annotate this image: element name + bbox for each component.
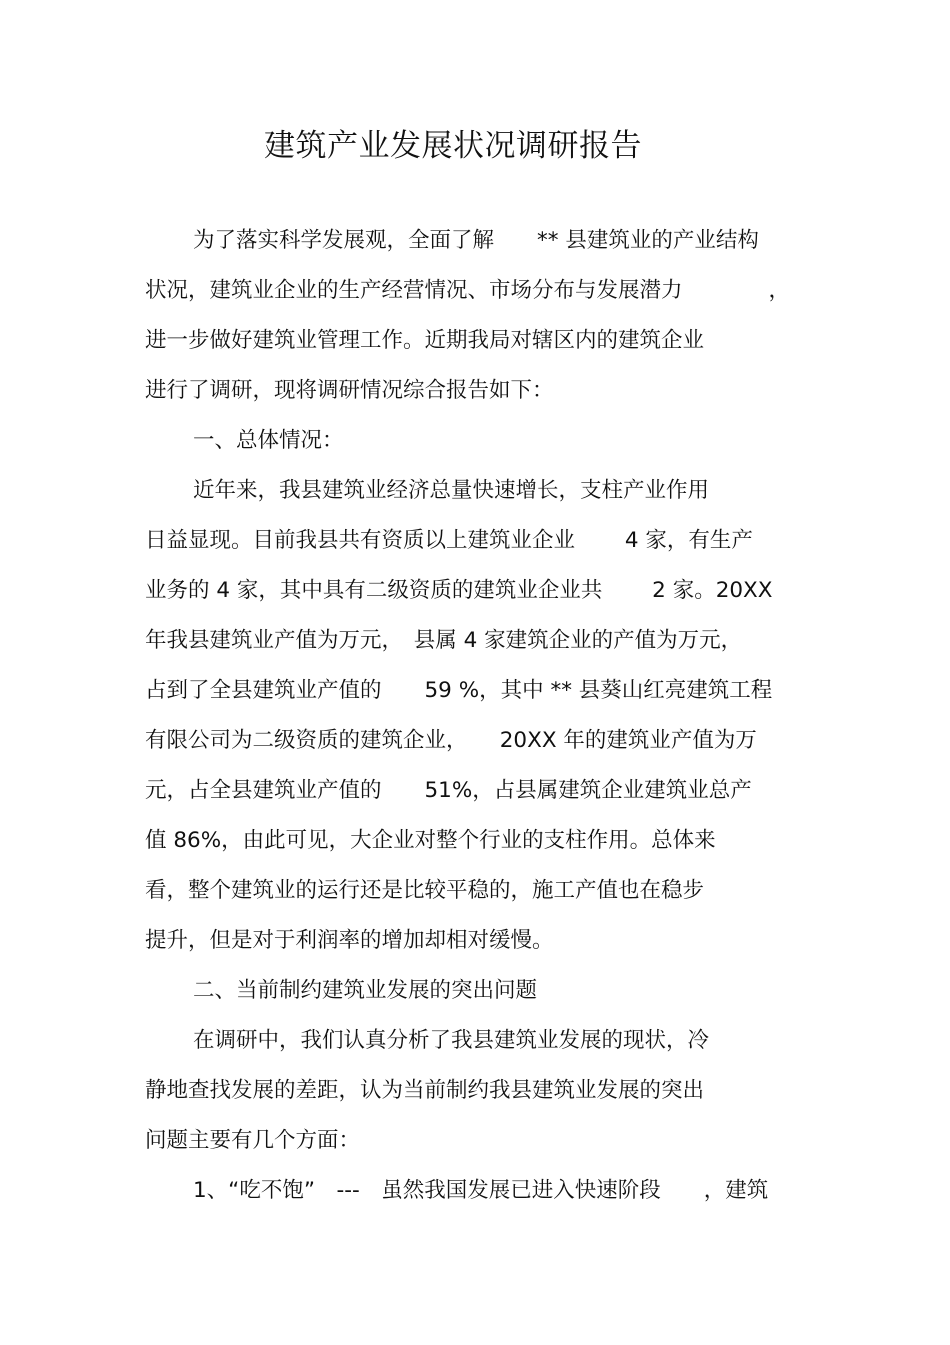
paragraph-line: 问题主要有几个方面： bbox=[145, 1128, 361, 1153]
section-heading: 一、总体情况： bbox=[193, 428, 344, 453]
paragraph-line: 值 86%，由此可见，大企业对整个行业的支柱作用。总体来 bbox=[145, 828, 716, 853]
paragraph-line: 元，占全县建筑业产值的 51%，占县属建筑企业建筑业总产 bbox=[145, 778, 752, 803]
paragraph-line: 提升，但是对于利润率的增加却相对缓慢。 bbox=[145, 928, 554, 953]
paragraph-line: 看，整个建筑业的运行还是比较平稳的，施工产值也在稳步 bbox=[145, 878, 705, 903]
paragraph-line: 日益显现。目前我县共有资质以上建筑业企业 4 家，有生产 bbox=[145, 528, 753, 553]
paragraph-line: 状况，建筑业企业的生产经营情况、市场分布与发展潜力 ， bbox=[145, 278, 791, 303]
paragraph-line: 有限公司为二级资质的建筑企业， 20XX 年的建筑业产值为万 bbox=[145, 728, 757, 753]
list-item-line: 1、“吃不饱” --- 虽然我国发展已进入快速阶段 ，建筑 bbox=[193, 1178, 769, 1203]
section-heading: 二、当前制约建筑业发展的突出问题 bbox=[193, 978, 538, 1003]
paragraph-line: 为了落实科学发展观，全面了解 ** 县建筑业的产业结构 bbox=[193, 228, 759, 253]
paragraph-line: 静地查找发展的差距，认为当前制约我县建筑业发展的突出 bbox=[145, 1078, 705, 1103]
document-title: 建筑产业发展状况调研报告 bbox=[264, 128, 642, 164]
paragraph-line: 业务的 4 家，其中具有二级资质的建筑业企业共 2 家。20XX bbox=[145, 578, 773, 603]
paragraph-line: 在调研中，我们认真分析了我县建筑业发展的现状，冷 bbox=[193, 1028, 710, 1053]
paragraph-line: 进行了调研，现将调研情况综合报告如下： bbox=[145, 378, 554, 403]
paragraph-line: 进一步做好建筑业管理工作。近期我局对辖区内的建筑企业 bbox=[145, 328, 705, 353]
paragraph-line: 近年来，我县建筑业经济总量快速增长，支柱产业作用 bbox=[193, 478, 710, 503]
paragraph-line: 年我县建筑业产值为万元， 县属 4 家建筑企业的产值为万元， bbox=[145, 628, 743, 653]
paragraph-line: 占到了全县建筑业产值的 59 %，其中 ** 县葵山红亮建筑工程 bbox=[145, 678, 773, 703]
